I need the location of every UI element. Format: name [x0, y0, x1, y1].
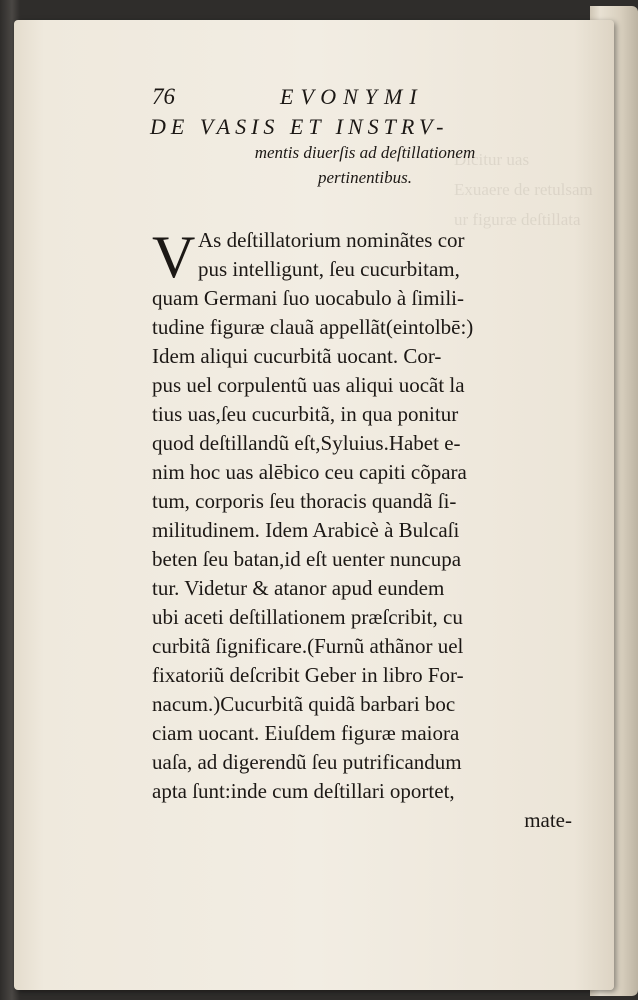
text-line: pus intelligunt, ſeu cucurbitam,	[198, 257, 460, 281]
text-line: apta ſunt:inde cum deſtillari oportet,	[152, 779, 455, 803]
heading-line: mentis diuerſis ad deſtillationem	[254, 143, 476, 162]
show-through-text: Exuaere de retulsam	[454, 180, 593, 199]
heading-line: pertinentibus.	[318, 168, 412, 187]
running-head	[152, 84, 572, 114]
text-line: nacum.)Cucurbitã quidã barbari boc	[152, 692, 456, 716]
heading-line: DE VASIS ET INSTRV-	[150, 114, 449, 139]
text-line: quod deſtillandũ eſt,Syluius.Habet e-	[152, 431, 461, 455]
page-number: 76	[152, 84, 175, 109]
text-line: tur. Videtur & atanor apud eundem	[152, 576, 445, 600]
running-title: EVONYMI	[280, 84, 424, 109]
text-line: fixatoriũ deſcribit Geber in libro For-	[152, 663, 464, 687]
text-line: ciam uocant. Eiuſdem figuræ maiora	[152, 721, 460, 745]
drop-cap: V	[152, 224, 196, 290]
text-line: uaſa, ad digerendũ ſeu putrificandum	[152, 750, 462, 774]
text-line: pus uel corpulentũ uas aliqui uocãt la	[152, 373, 465, 397]
text-line: Idem aliqui cucurbitã uocant. Cor-	[152, 344, 442, 368]
text-line: beten ſeu batan,id eſt uenter nuncupa	[152, 547, 462, 571]
text-line: tudine figuræ clauã appellãt(eintolbē:)	[152, 315, 474, 339]
text-line: quam Germani ſuo uocabulo à ſimili-	[152, 286, 465, 310]
text-line: nim hoc uas alēbico ceu capiti cõpara	[152, 460, 467, 484]
show-through-text: Dicitur uas	[454, 150, 530, 169]
catchword: mate-	[524, 808, 572, 832]
text-line: tius uas,ſeu cucurbitã, in qua ponitur	[152, 402, 459, 426]
show-through-text: ur figuræ deſtillata	[454, 210, 581, 229]
text-line: ubi aceti deſtillationem præſcribit, cu	[152, 605, 463, 629]
body-text	[152, 226, 572, 835]
text-line: curbitã ſignificare.(Furnũ athãnor uel	[152, 634, 464, 658]
text-line: militudinem. Idem Arabicè à Bulcaſi	[152, 518, 460, 542]
chapter-heading	[150, 114, 580, 190]
text-line: tum, corporis ſeu thoracis quandã ſi-	[152, 489, 457, 513]
text-line: As deſtillatorium nominãtes cor	[198, 228, 465, 252]
